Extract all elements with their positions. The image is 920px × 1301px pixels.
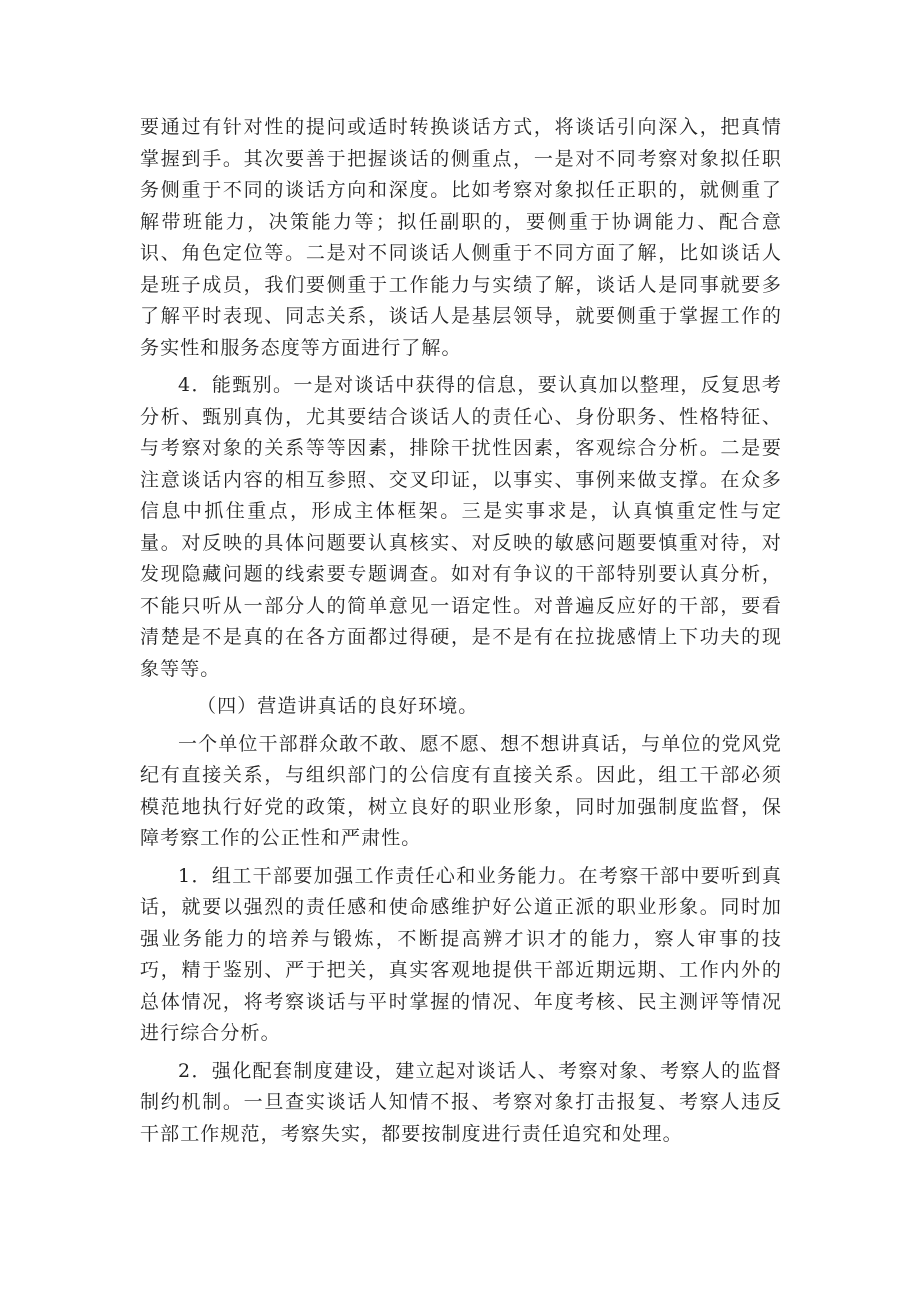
section-heading-4: （四）营造讲真话的良好环境。 — [197, 695, 479, 717]
document-body — [140, 112, 782, 1156]
paragraph-continued: 要通过有针对性的提问或适时转换谈话方式，将谈话引向深入，把真情掌握到手。其次要善于把握谈话的侧重点，一是对不同考察对象拟任职务侧重于不同的谈话方向和深度。比如考察对象拟任正职的，就侧重了解带班能力，决策能力等；拟任副职的，要侧重于协调能力、配合意识、角色定位等。二是对不同谈话人侧重于不同方面了解，比如谈话人是班子成员，我们要侧重于工作能力与实绩了解，谈话人是同事就要多了解平时表现、同志关系，谈话人是基层领导，就要侧重于掌握工作的务实性和服务态度等方面进行了解。 — [140, 116, 782, 359]
paragraph-item-1: 1．组工干部要加强工作责任心和业务能力。在考察干部中要听到真话，就要以强烈的责任感和使命感维护好公道正派的职业形象。同时加强业务能力的培养与锻炼，不断提高辨才识才的能力，察人审事的技巧，精于鉴别、严于把关，真实客观地提供干部近期远期、工作内外的总体情况，将考察谈话与平时掌握的情况、年度考核、民主测评等情况进行综合分析。 — [140, 864, 782, 1044]
paragraph-item-4: 4．能甄别。一是对谈话中获得的信息，要认真加以整理，反复思考分析、甄别真伪，尤其要结合谈话人的责任心、身份职务、性格特征、与考察对象的关系等等因素，排除干扰性因素，客观综合分析。二是要注意谈话内容的相互参照、交叉印证，以事实、事例来做支撑。在众多信息中抓住重点，形成主体框架。三是实事求是，认真慎重定性与定量。对反映的具体问题要认真核实、对反映的敏感问题要慎重对待，对发现隐藏问题的线索要专题调查。如对有争议的干部特别要认真分析，不能只听从一部分人的简单意见一语定性。对普遍反应好的干部，要看清楚是不是真的在各方面都过得硬，是不是有在拉拢感情上下功夫的现象等等。 — [140, 374, 782, 680]
paragraph-item-2: 2．强化配套制度建设，建立起对谈话人、考察对象、考察人的监督制约机制。一旦查实谈话人知情不报、考察对象打击报复、考察人违反干部工作规范，考察失实，都要按制度进行责任追究和处理。 — [140, 1059, 782, 1145]
paragraph-intro: 一个单位干部群众敢不敢、愿不愿、想不想讲真话，与单位的党风党纪有直接关系，与组织部门的公信度有直接关系。因此，组工干部必须模范地执行好党的政策，树立良好的职业形象，同时加强制度监督，保障考察工作的公正性和严肃性。 — [140, 732, 782, 849]
